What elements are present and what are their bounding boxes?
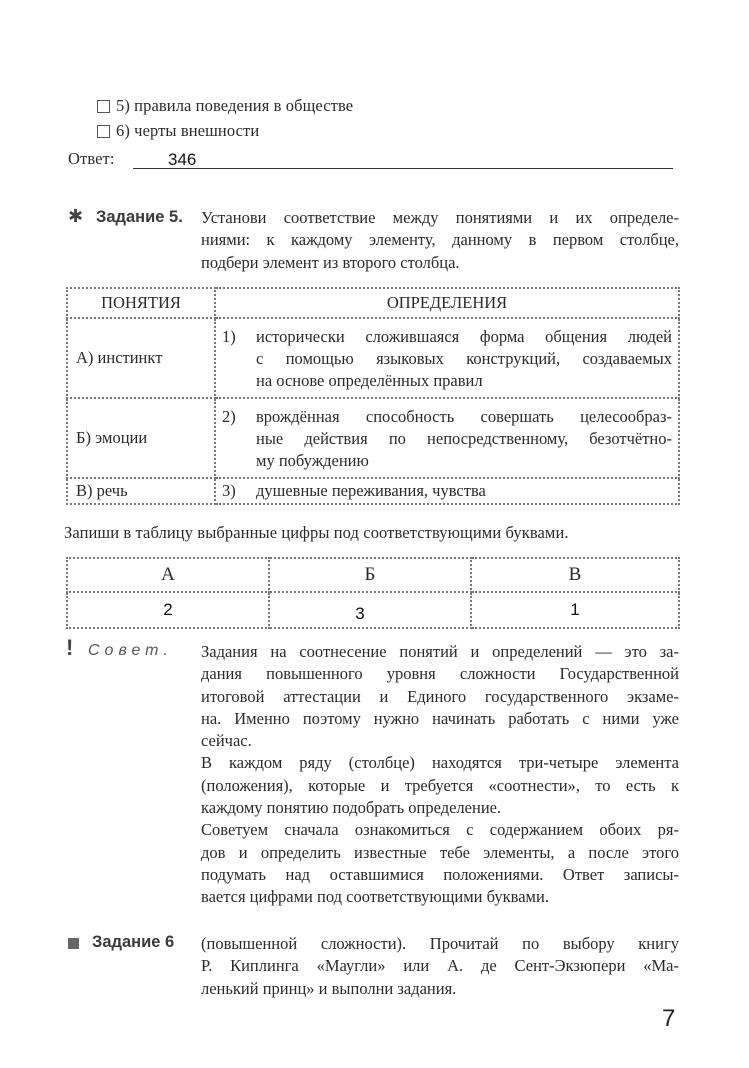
text-line: каждому понятию подобрать определение. bbox=[201, 798, 502, 818]
text-line: Задания на соотнесение понятий и определений — это за- bbox=[201, 642, 679, 661]
definition-number: 3) bbox=[222, 480, 236, 500]
definition-text: душевные переживания, чувства bbox=[256, 480, 486, 500]
text-line: сейчас. bbox=[201, 731, 252, 751]
text-line: с помощью языковых конструкций, создаваемых bbox=[256, 348, 672, 368]
text-line: подумать над оставшимися положениями. Ответ записы- bbox=[201, 864, 679, 884]
definition-text bbox=[256, 406, 672, 473]
concepts-table bbox=[66, 287, 680, 505]
text-line: на. Именно поэтому нужно начинать работать с ними уже bbox=[201, 708, 679, 728]
concept-cell: А) инстинкт bbox=[67, 318, 215, 398]
table-row bbox=[67, 478, 679, 504]
header-b: Б bbox=[269, 558, 471, 592]
table-row bbox=[67, 318, 679, 398]
handwritten-value: 1 bbox=[570, 600, 580, 619]
text-line: Р. Киплинга «Маугли» или А. де Сент-Экзюпери «Ма- bbox=[201, 956, 679, 976]
tip-label: Совет. bbox=[88, 642, 173, 659]
page-number: 7 bbox=[662, 1005, 676, 1032]
definition-cell bbox=[215, 478, 679, 504]
text-line: В каждом ряду (столбце) находятся три-четыре элемента bbox=[201, 753, 679, 773]
definition-number: 1) bbox=[222, 326, 236, 346]
header-v: В bbox=[471, 558, 679, 592]
option-label: 6) черты внешности bbox=[116, 121, 260, 140]
option-5[interactable] bbox=[97, 96, 353, 116]
text-line: (повышенной сложности). Прочитай по выбору книгу bbox=[201, 934, 679, 953]
handwritten-value: 2 bbox=[163, 600, 173, 619]
concept-cell: В) речь bbox=[67, 478, 215, 504]
concept-cell: Б) эмоции bbox=[67, 398, 215, 478]
text-line: ные действия по непосредственному, безотчётно- bbox=[256, 428, 672, 448]
text-line: врождённая способность совершать целесообраз- bbox=[256, 406, 672, 426]
option-6[interactable] bbox=[97, 121, 259, 141]
definition-text bbox=[256, 326, 672, 393]
answer-label: Ответ: bbox=[68, 149, 115, 168]
text-line: (положения), которые и требуется «соотнести», то есть к bbox=[201, 775, 679, 795]
text-line: вается цифрами под соответствующими буквами. bbox=[201, 887, 549, 907]
answer-cell-b[interactable] bbox=[269, 592, 471, 628]
handwritten-value: 3 bbox=[355, 604, 365, 623]
text-line: му побуждению bbox=[256, 451, 369, 471]
option-label: 5) правила поведения в обществе bbox=[116, 96, 354, 115]
asterisk-icon: ✱ bbox=[68, 206, 84, 227]
text-line: подбери элемент из второго столбца. bbox=[201, 252, 460, 272]
header-concepts: ПОНЯТИЯ bbox=[67, 288, 215, 318]
definition-cell bbox=[215, 318, 679, 398]
text-line: исторически сложившаяся форма общения людей bbox=[256, 326, 672, 346]
definition-cell bbox=[215, 398, 679, 478]
task6-text bbox=[201, 933, 679, 1000]
answer-value[interactable]: 346 bbox=[168, 150, 197, 169]
answer-cell-a[interactable] bbox=[67, 592, 269, 628]
header-a: А bbox=[67, 558, 269, 592]
text-line: ниями: к каждому элементу, данному в первом столбце, bbox=[201, 230, 679, 250]
tip-text bbox=[201, 641, 679, 909]
answer-line bbox=[133, 168, 673, 169]
text-line: на основе определённых правил bbox=[256, 371, 483, 391]
exclamation-icon: ! bbox=[66, 635, 74, 660]
instruction-text: Запиши в таблицу выбранные цифры под соответствующими буквами. bbox=[64, 523, 569, 542]
text-line: дов и определить известные тебе элементы, а после этого bbox=[201, 842, 679, 862]
definition-number: 2) bbox=[222, 406, 236, 426]
task5-text bbox=[201, 207, 679, 274]
checkbox-icon[interactable] bbox=[97, 100, 110, 113]
header-definitions: ОПРЕДЕЛЕНИЯ bbox=[215, 288, 679, 318]
task5-label: Задание 5. bbox=[96, 208, 183, 226]
text-line: дания повышенного уровня сложности Государственной bbox=[201, 664, 679, 684]
square-bullet-icon bbox=[68, 938, 79, 949]
task6-label: Задание 6 bbox=[92, 933, 175, 951]
text-line: ленький принц» и выполни задания. bbox=[201, 978, 457, 998]
text-line: итоговой аттестации и Единого государственного экзаме- bbox=[201, 686, 679, 706]
answer-cell-v[interactable] bbox=[471, 592, 679, 628]
text-line: Установи соответствие между понятиями и их определе- bbox=[201, 208, 679, 227]
text-line: Советуем сначала ознакомиться с содержанием обоих ря- bbox=[201, 820, 679, 840]
checkbox-icon[interactable] bbox=[97, 125, 110, 138]
answer-table bbox=[66, 557, 680, 629]
table-row bbox=[67, 398, 679, 478]
